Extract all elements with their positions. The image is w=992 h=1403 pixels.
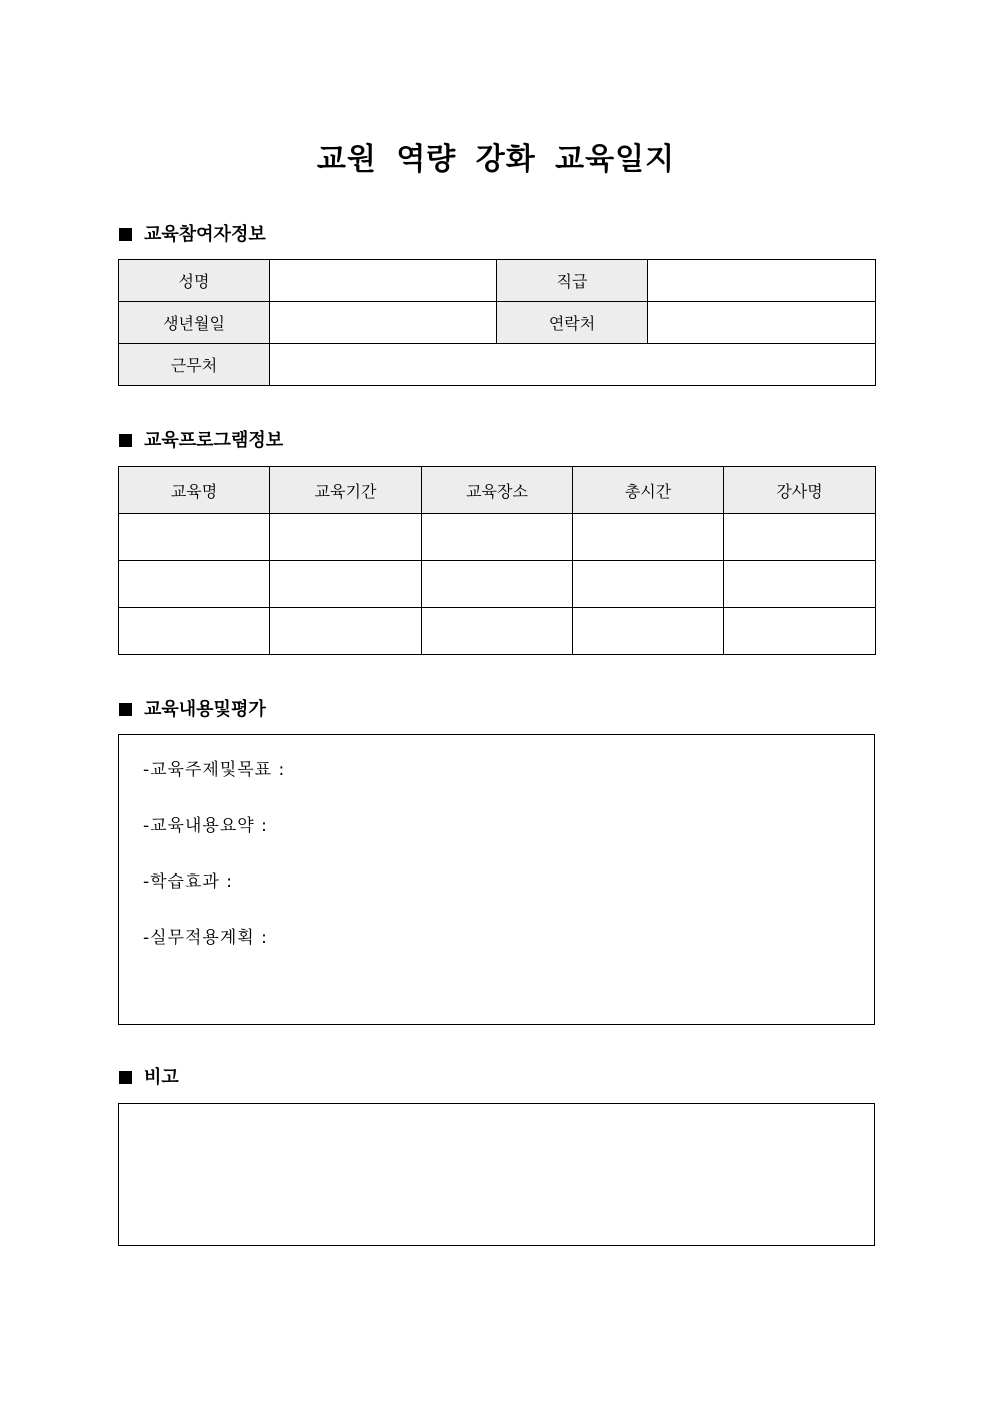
topic-goal-label: -교육주제및목표 :	[143, 760, 286, 780]
table-cell[interactable]	[270, 514, 422, 561]
square-bullet-icon	[119, 703, 132, 716]
birthdate-field[interactable]	[270, 302, 497, 344]
application-plan-label: -실무적용계획 :	[143, 928, 268, 948]
square-bullet-icon	[119, 228, 132, 241]
table-row	[119, 514, 876, 561]
column-header-period: 교육기간	[270, 467, 422, 514]
square-bullet-icon	[119, 434, 132, 447]
table-cell[interactable]	[573, 514, 724, 561]
table-cell[interactable]	[724, 608, 876, 655]
table-cell[interactable]	[422, 561, 573, 608]
participant-table	[118, 259, 876, 386]
column-header-total-hours: 총시간	[573, 467, 724, 514]
content-heading-text: 교육내용및평가	[144, 699, 266, 720]
workplace-field[interactable]	[270, 344, 876, 386]
table-cell[interactable]	[724, 561, 876, 608]
table-cell[interactable]	[119, 561, 270, 608]
participant-section-heading	[119, 224, 266, 246]
column-header-location: 교육장소	[422, 467, 573, 514]
page-title: 교원 역량 강화 교육일지	[316, 142, 676, 177]
table-cell[interactable]	[724, 514, 876, 561]
table-row	[119, 260, 876, 302]
table-row	[119, 608, 876, 655]
column-header-instructor: 강사명	[724, 467, 876, 514]
table-cell[interactable]	[119, 608, 270, 655]
content-evaluation-box[interactable]	[118, 734, 875, 1025]
table-cell[interactable]	[270, 561, 422, 608]
workplace-label: 근무처	[119, 344, 270, 386]
content-summary-label: -교육내용요약 :	[143, 816, 268, 836]
content-section-heading	[119, 699, 266, 721]
contact-label: 연락처	[497, 302, 648, 344]
table-cell[interactable]	[422, 514, 573, 561]
name-field[interactable]	[270, 260, 497, 302]
remarks-box[interactable]	[118, 1103, 875, 1246]
program-heading-text: 교육프로그램정보	[144, 430, 284, 451]
position-field[interactable]	[648, 260, 876, 302]
remarks-section-heading	[119, 1067, 179, 1089]
table-cell[interactable]	[422, 608, 573, 655]
table-header-row	[119, 467, 876, 514]
name-label: 성명	[119, 260, 270, 302]
table-cell[interactable]	[119, 514, 270, 561]
birthdate-label: 생년월일	[119, 302, 270, 344]
contact-field[interactable]	[648, 302, 876, 344]
square-bullet-icon	[119, 1071, 132, 1084]
table-cell[interactable]	[573, 608, 724, 655]
program-table	[118, 466, 876, 655]
participant-heading-text: 교육참여자정보	[144, 224, 266, 245]
position-label: 직급	[497, 260, 648, 302]
column-header-course-name: 교육명	[119, 467, 270, 514]
table-row	[119, 561, 876, 608]
table-row	[119, 344, 876, 386]
table-row	[119, 302, 876, 344]
program-section-heading	[119, 430, 283, 452]
table-cell[interactable]	[270, 608, 422, 655]
remarks-heading-text: 비고	[144, 1067, 179, 1088]
learning-effect-label: -학습효과 :	[143, 872, 233, 892]
table-cell[interactable]	[573, 561, 724, 608]
